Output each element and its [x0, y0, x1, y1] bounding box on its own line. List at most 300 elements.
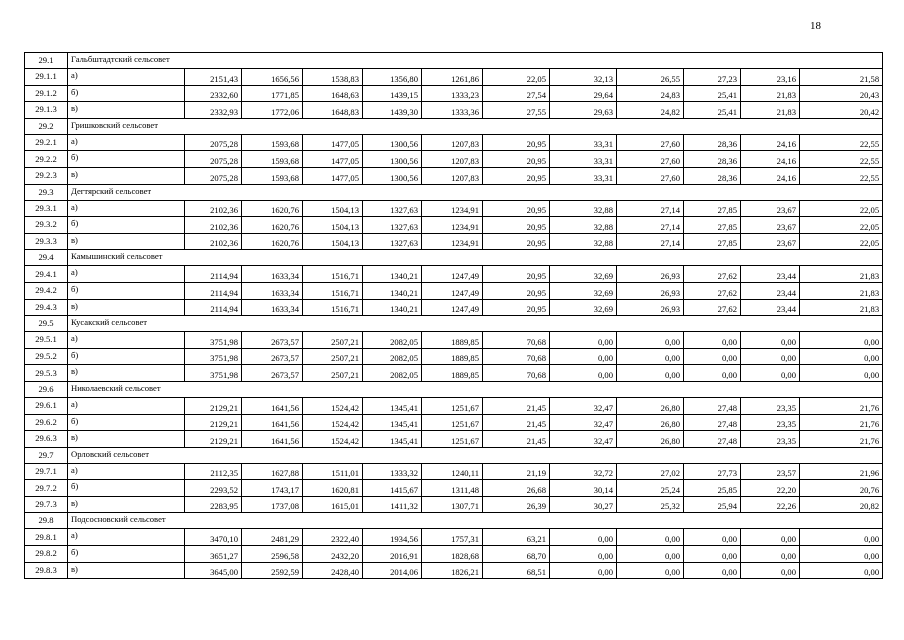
value-cell: 1333,23	[422, 85, 483, 102]
table-row	[25, 151, 883, 168]
value-cell: 1234,91	[422, 217, 483, 234]
table-row	[25, 463, 883, 480]
value-cell: 1648,63	[303, 85, 363, 102]
value-cell: 22,05	[483, 69, 550, 86]
value-cell: 32,69	[550, 266, 617, 283]
value-cell: 2075,28	[185, 134, 242, 151]
section-name: Гальбштадтский сельсовет	[68, 53, 883, 69]
value-cell: 0,00	[684, 365, 741, 382]
value-cell: 21,76	[800, 397, 883, 414]
section-header-row	[25, 184, 883, 200]
value-cell: 2481,29	[242, 529, 303, 546]
row-label: в)	[68, 431, 185, 448]
table-row	[25, 496, 883, 513]
row-label: а)	[68, 69, 185, 86]
row-code: 29.5.1	[25, 332, 68, 349]
value-cell: 1620,76	[242, 217, 303, 234]
row-label: а)	[68, 266, 185, 283]
value-cell: 27,54	[483, 85, 550, 102]
value-cell: 22,05	[800, 200, 883, 217]
value-cell: 2673,57	[242, 365, 303, 382]
value-cell: 1356,80	[363, 69, 422, 86]
value-cell: 1345,41	[363, 397, 422, 414]
value-cell: 1633,34	[242, 282, 303, 299]
value-cell: 1656,56	[242, 69, 303, 86]
row-label: б)	[68, 546, 185, 563]
value-cell: 0,00	[741, 332, 800, 349]
value-cell: 0,00	[741, 365, 800, 382]
value-cell: 1247,49	[422, 266, 483, 283]
value-cell: 23,35	[741, 414, 800, 431]
value-cell: 0,00	[550, 529, 617, 546]
value-cell: 2293,52	[185, 480, 242, 497]
value-cell: 1251,67	[422, 414, 483, 431]
value-cell: 1620,81	[303, 480, 363, 497]
row-label: б)	[68, 282, 185, 299]
value-cell: 22,26	[741, 496, 800, 513]
row-code: 29.3.1	[25, 200, 68, 217]
value-cell: 27,23	[684, 69, 741, 86]
value-cell: 1757,31	[422, 529, 483, 546]
value-cell: 27,55	[483, 102, 550, 119]
value-cell: 1234,91	[422, 200, 483, 217]
row-label: а)	[68, 332, 185, 349]
value-cell: 25,85	[684, 480, 741, 497]
value-cell: 27,85	[684, 217, 741, 234]
value-cell: 1737,08	[242, 496, 303, 513]
value-cell: 1207,83	[422, 167, 483, 184]
value-cell: 33,31	[550, 134, 617, 151]
value-cell: 0,00	[741, 529, 800, 546]
section-header-row	[25, 381, 883, 397]
row-code: 29.8.2	[25, 546, 68, 563]
value-cell: 23,35	[741, 431, 800, 448]
section-name: Николаевский сельсовет	[68, 381, 883, 397]
row-label: б)	[68, 414, 185, 431]
row-code: 29.5.2	[25, 348, 68, 365]
value-cell: 24,16	[741, 151, 800, 168]
value-cell: 1300,56	[363, 167, 422, 184]
value-cell: 1641,56	[242, 431, 303, 448]
value-cell: 21,83	[741, 102, 800, 119]
row-code: 29.6.2	[25, 414, 68, 431]
value-cell: 27,14	[617, 217, 684, 234]
value-cell: 63,21	[483, 529, 550, 546]
table-row	[25, 266, 883, 283]
table-row	[25, 365, 883, 382]
row-code: 29.2.1	[25, 134, 68, 151]
value-cell: 0,00	[617, 348, 684, 365]
value-cell: 2332,93	[185, 102, 242, 119]
value-cell: 23,44	[741, 299, 800, 316]
value-cell: 23,16	[741, 69, 800, 86]
value-cell: 1327,63	[363, 217, 422, 234]
value-cell: 1439,30	[363, 102, 422, 119]
value-cell: 1234,91	[422, 233, 483, 250]
value-cell: 23,57	[741, 463, 800, 480]
value-cell: 32,88	[550, 200, 617, 217]
row-code: 29.8.3	[25, 562, 68, 579]
value-cell: 29,63	[550, 102, 617, 119]
value-cell: 27,62	[684, 266, 741, 283]
value-cell: 1207,83	[422, 151, 483, 168]
row-code: 29.1.2	[25, 85, 68, 102]
value-cell: 27,14	[617, 233, 684, 250]
row-label: а)	[68, 463, 185, 480]
table-row	[25, 562, 883, 579]
row-label: б)	[68, 348, 185, 365]
value-cell: 2507,21	[303, 365, 363, 382]
value-cell: 20,95	[483, 167, 550, 184]
row-code: 29.8.1	[25, 529, 68, 546]
value-cell: 21,83	[800, 266, 883, 283]
value-cell: 0,00	[800, 332, 883, 349]
value-cell: 21,45	[483, 431, 550, 448]
table-row	[25, 233, 883, 250]
value-cell: 2507,21	[303, 332, 363, 349]
section-name: Подсосновский сельсовет	[68, 513, 883, 529]
value-cell: 32,47	[550, 397, 617, 414]
row-label: в)	[68, 365, 185, 382]
value-cell: 2129,21	[185, 431, 242, 448]
value-cell: 23,44	[741, 266, 800, 283]
row-code: 29.7.2	[25, 480, 68, 497]
row-label: а)	[68, 200, 185, 217]
value-cell: 25,94	[684, 496, 741, 513]
value-cell: 1340,21	[363, 266, 422, 283]
value-cell: 2673,57	[242, 332, 303, 349]
value-cell: 26,55	[617, 69, 684, 86]
value-cell: 27,60	[617, 167, 684, 184]
value-cell: 1771,85	[242, 85, 303, 102]
value-cell: 1504,13	[303, 217, 363, 234]
table-row	[25, 414, 883, 431]
value-cell: 2114,94	[185, 299, 242, 316]
row-code: 29.1.1	[25, 69, 68, 86]
value-cell: 1516,71	[303, 299, 363, 316]
value-cell: 2322,40	[303, 529, 363, 546]
value-cell: 22,55	[800, 167, 883, 184]
table-row	[25, 348, 883, 365]
value-cell: 2129,21	[185, 414, 242, 431]
value-cell: 0,00	[550, 348, 617, 365]
table-row	[25, 546, 883, 563]
value-cell: 21,45	[483, 414, 550, 431]
value-cell: 1743,17	[242, 480, 303, 497]
value-cell: 1615,01	[303, 496, 363, 513]
value-cell: 3651,27	[185, 546, 242, 563]
value-cell: 26,80	[617, 397, 684, 414]
value-cell: 20,76	[800, 480, 883, 497]
table-row	[25, 102, 883, 119]
value-cell: 2432,20	[303, 546, 363, 563]
tariff-table	[24, 52, 883, 579]
row-code: 29.4.2	[25, 282, 68, 299]
value-cell: 1251,67	[422, 431, 483, 448]
table-row	[25, 282, 883, 299]
value-cell: 25,41	[684, 85, 741, 102]
value-cell: 3470,10	[185, 529, 242, 546]
value-cell: 22,05	[800, 233, 883, 250]
value-cell: 21,76	[800, 414, 883, 431]
value-cell: 1207,83	[422, 134, 483, 151]
value-cell: 1504,13	[303, 233, 363, 250]
section-name: Дегтярский сельсовет	[68, 184, 883, 200]
value-cell: 2596,58	[242, 546, 303, 563]
value-cell: 0,00	[741, 546, 800, 563]
value-cell: 24,16	[741, 167, 800, 184]
value-cell: 29,64	[550, 85, 617, 102]
value-cell: 1524,42	[303, 431, 363, 448]
value-cell: 1345,41	[363, 431, 422, 448]
value-cell: 30,27	[550, 496, 617, 513]
table-row	[25, 200, 883, 217]
value-cell: 20,82	[800, 496, 883, 513]
section-code: 29.5	[25, 316, 68, 332]
row-label: б)	[68, 480, 185, 497]
value-cell: 1251,67	[422, 397, 483, 414]
value-cell: 1828,68	[422, 546, 483, 563]
value-cell: 1889,85	[422, 332, 483, 349]
section-header-row	[25, 118, 883, 134]
section-code: 29.8	[25, 513, 68, 529]
value-cell: 21,45	[483, 397, 550, 414]
row-code: 29.7.1	[25, 463, 68, 480]
value-cell: 1307,71	[422, 496, 483, 513]
value-cell: 27,62	[684, 282, 741, 299]
value-cell: 23,67	[741, 200, 800, 217]
value-cell: 1415,67	[363, 480, 422, 497]
value-cell: 2114,94	[185, 282, 242, 299]
value-cell: 1261,86	[422, 69, 483, 86]
value-cell: 2673,57	[242, 348, 303, 365]
value-cell: 1524,42	[303, 397, 363, 414]
value-cell: 1593,68	[242, 134, 303, 151]
row-label: в)	[68, 102, 185, 119]
value-cell: 1411,32	[363, 496, 422, 513]
value-cell: 0,00	[617, 332, 684, 349]
value-cell: 32,88	[550, 233, 617, 250]
value-cell: 27,48	[684, 397, 741, 414]
value-cell: 32,47	[550, 431, 617, 448]
value-cell: 1333,32	[363, 463, 422, 480]
value-cell: 24,83	[617, 85, 684, 102]
value-cell: 1620,76	[242, 233, 303, 250]
value-cell: 2283,95	[185, 496, 242, 513]
value-cell: 32,69	[550, 282, 617, 299]
value-cell: 2112,35	[185, 463, 242, 480]
table-row	[25, 167, 883, 184]
value-cell: 1327,63	[363, 233, 422, 250]
value-cell: 1300,56	[363, 151, 422, 168]
value-cell: 1641,56	[242, 414, 303, 431]
value-cell: 25,41	[684, 102, 741, 119]
value-cell: 0,00	[800, 348, 883, 365]
value-cell: 1240,11	[422, 463, 483, 480]
value-cell: 2075,28	[185, 167, 242, 184]
value-cell: 0,00	[800, 546, 883, 563]
row-label: б)	[68, 151, 185, 168]
value-cell: 27,62	[684, 299, 741, 316]
value-cell: 2016,91	[363, 546, 422, 563]
value-cell: 20,95	[483, 151, 550, 168]
value-cell: 25,24	[617, 480, 684, 497]
value-cell: 1648,83	[303, 102, 363, 119]
value-cell: 0,00	[800, 365, 883, 382]
value-cell: 0,00	[617, 562, 684, 579]
section-header-row	[25, 447, 883, 463]
value-cell: 1934,56	[363, 529, 422, 546]
value-cell: 1633,34	[242, 266, 303, 283]
row-code: 29.1.3	[25, 102, 68, 119]
value-cell: 0,00	[617, 546, 684, 563]
row-label: в)	[68, 496, 185, 513]
value-cell: 1516,71	[303, 266, 363, 283]
value-cell: 27,73	[684, 463, 741, 480]
value-cell: 26,80	[617, 414, 684, 431]
table-row	[25, 397, 883, 414]
value-cell: 32,69	[550, 299, 617, 316]
value-cell: 21,96	[800, 463, 883, 480]
value-cell: 3751,98	[185, 332, 242, 349]
value-cell: 1340,21	[363, 299, 422, 316]
value-cell: 27,60	[617, 151, 684, 168]
value-cell: 27,85	[684, 200, 741, 217]
value-cell: 2114,94	[185, 266, 242, 283]
value-cell: 32,72	[550, 463, 617, 480]
value-cell: 1439,15	[363, 85, 422, 102]
value-cell: 1593,68	[242, 151, 303, 168]
value-cell: 0,00	[800, 529, 883, 546]
section-name: Камышинский сельсовет	[68, 250, 883, 266]
value-cell: 1627,88	[242, 463, 303, 480]
value-cell: 33,31	[550, 167, 617, 184]
value-cell: 27,02	[617, 463, 684, 480]
value-cell: 0,00	[684, 332, 741, 349]
value-cell: 21,19	[483, 463, 550, 480]
value-cell: 26,93	[617, 266, 684, 283]
value-cell: 1511,01	[303, 463, 363, 480]
value-cell: 20,95	[483, 282, 550, 299]
value-cell: 20,95	[483, 200, 550, 217]
value-cell: 1889,85	[422, 348, 483, 365]
value-cell: 32,13	[550, 69, 617, 86]
value-cell: 26,68	[483, 480, 550, 497]
row-label: б)	[68, 85, 185, 102]
value-cell: 20,95	[483, 299, 550, 316]
row-label: б)	[68, 217, 185, 234]
value-cell: 2082,05	[363, 365, 422, 382]
value-cell: 2075,28	[185, 151, 242, 168]
section-header-row	[25, 316, 883, 332]
value-cell: 3645,00	[185, 562, 242, 579]
row-label: а)	[68, 134, 185, 151]
value-cell: 33,31	[550, 151, 617, 168]
value-cell: 1333,36	[422, 102, 483, 119]
value-cell: 3751,98	[185, 348, 242, 365]
value-cell: 2129,21	[185, 397, 242, 414]
value-cell: 70,68	[483, 348, 550, 365]
table-row	[25, 69, 883, 86]
value-cell: 26,93	[617, 282, 684, 299]
value-cell: 2507,21	[303, 348, 363, 365]
row-label: в)	[68, 233, 185, 250]
value-cell: 1247,49	[422, 299, 483, 316]
row-code: 29.7.3	[25, 496, 68, 513]
value-cell: 1593,68	[242, 167, 303, 184]
row-code: 29.2.2	[25, 151, 68, 168]
value-cell: 23,35	[741, 397, 800, 414]
row-code: 29.5.3	[25, 365, 68, 382]
value-cell: 27,85	[684, 233, 741, 250]
value-cell: 2332,60	[185, 85, 242, 102]
value-cell: 25,32	[617, 496, 684, 513]
value-cell: 0,00	[684, 546, 741, 563]
value-cell: 27,14	[617, 200, 684, 217]
value-cell: 1311,48	[422, 480, 483, 497]
row-code: 29.4.1	[25, 266, 68, 283]
value-cell: 1516,71	[303, 282, 363, 299]
value-cell: 0,00	[550, 562, 617, 579]
value-cell: 2102,36	[185, 200, 242, 217]
page-number: 18	[810, 20, 821, 32]
value-cell: 1477,05	[303, 151, 363, 168]
value-cell: 21,83	[800, 282, 883, 299]
value-cell: 21,58	[800, 69, 883, 86]
row-code: 29.3.2	[25, 217, 68, 234]
value-cell: 1300,56	[363, 134, 422, 151]
value-cell: 27,48	[684, 431, 741, 448]
value-cell: 68,70	[483, 546, 550, 563]
value-cell: 2014,06	[363, 562, 422, 579]
value-cell: 1504,13	[303, 200, 363, 217]
value-cell: 1477,05	[303, 167, 363, 184]
value-cell: 1538,83	[303, 69, 363, 86]
value-cell: 2428,40	[303, 562, 363, 579]
value-cell: 1345,41	[363, 414, 422, 431]
value-cell: 1477,05	[303, 134, 363, 151]
value-cell: 0,00	[684, 529, 741, 546]
value-cell: 1889,85	[422, 365, 483, 382]
value-cell: 22,55	[800, 134, 883, 151]
table-row	[25, 431, 883, 448]
value-cell: 0,00	[684, 348, 741, 365]
value-cell: 1633,34	[242, 299, 303, 316]
value-cell: 26,93	[617, 299, 684, 316]
table-row	[25, 217, 883, 234]
value-cell: 20,42	[800, 102, 883, 119]
section-name: Гришковский сельсовет	[68, 118, 883, 134]
value-cell: 68,51	[483, 562, 550, 579]
value-cell: 22,05	[800, 217, 883, 234]
value-cell: 21,83	[800, 299, 883, 316]
value-cell: 0,00	[741, 348, 800, 365]
value-cell: 3751,98	[185, 365, 242, 382]
row-label: в)	[68, 562, 185, 579]
value-cell: 2082,05	[363, 348, 422, 365]
value-cell: 1641,56	[242, 397, 303, 414]
row-label: в)	[68, 167, 185, 184]
section-header-row	[25, 513, 883, 529]
value-cell: 0,00	[684, 562, 741, 579]
table-row	[25, 134, 883, 151]
value-cell: 0,00	[550, 365, 617, 382]
value-cell: 32,47	[550, 414, 617, 431]
value-cell: 20,95	[483, 233, 550, 250]
section-code: 29.1	[25, 53, 68, 69]
table-row	[25, 85, 883, 102]
value-cell: 24,16	[741, 134, 800, 151]
